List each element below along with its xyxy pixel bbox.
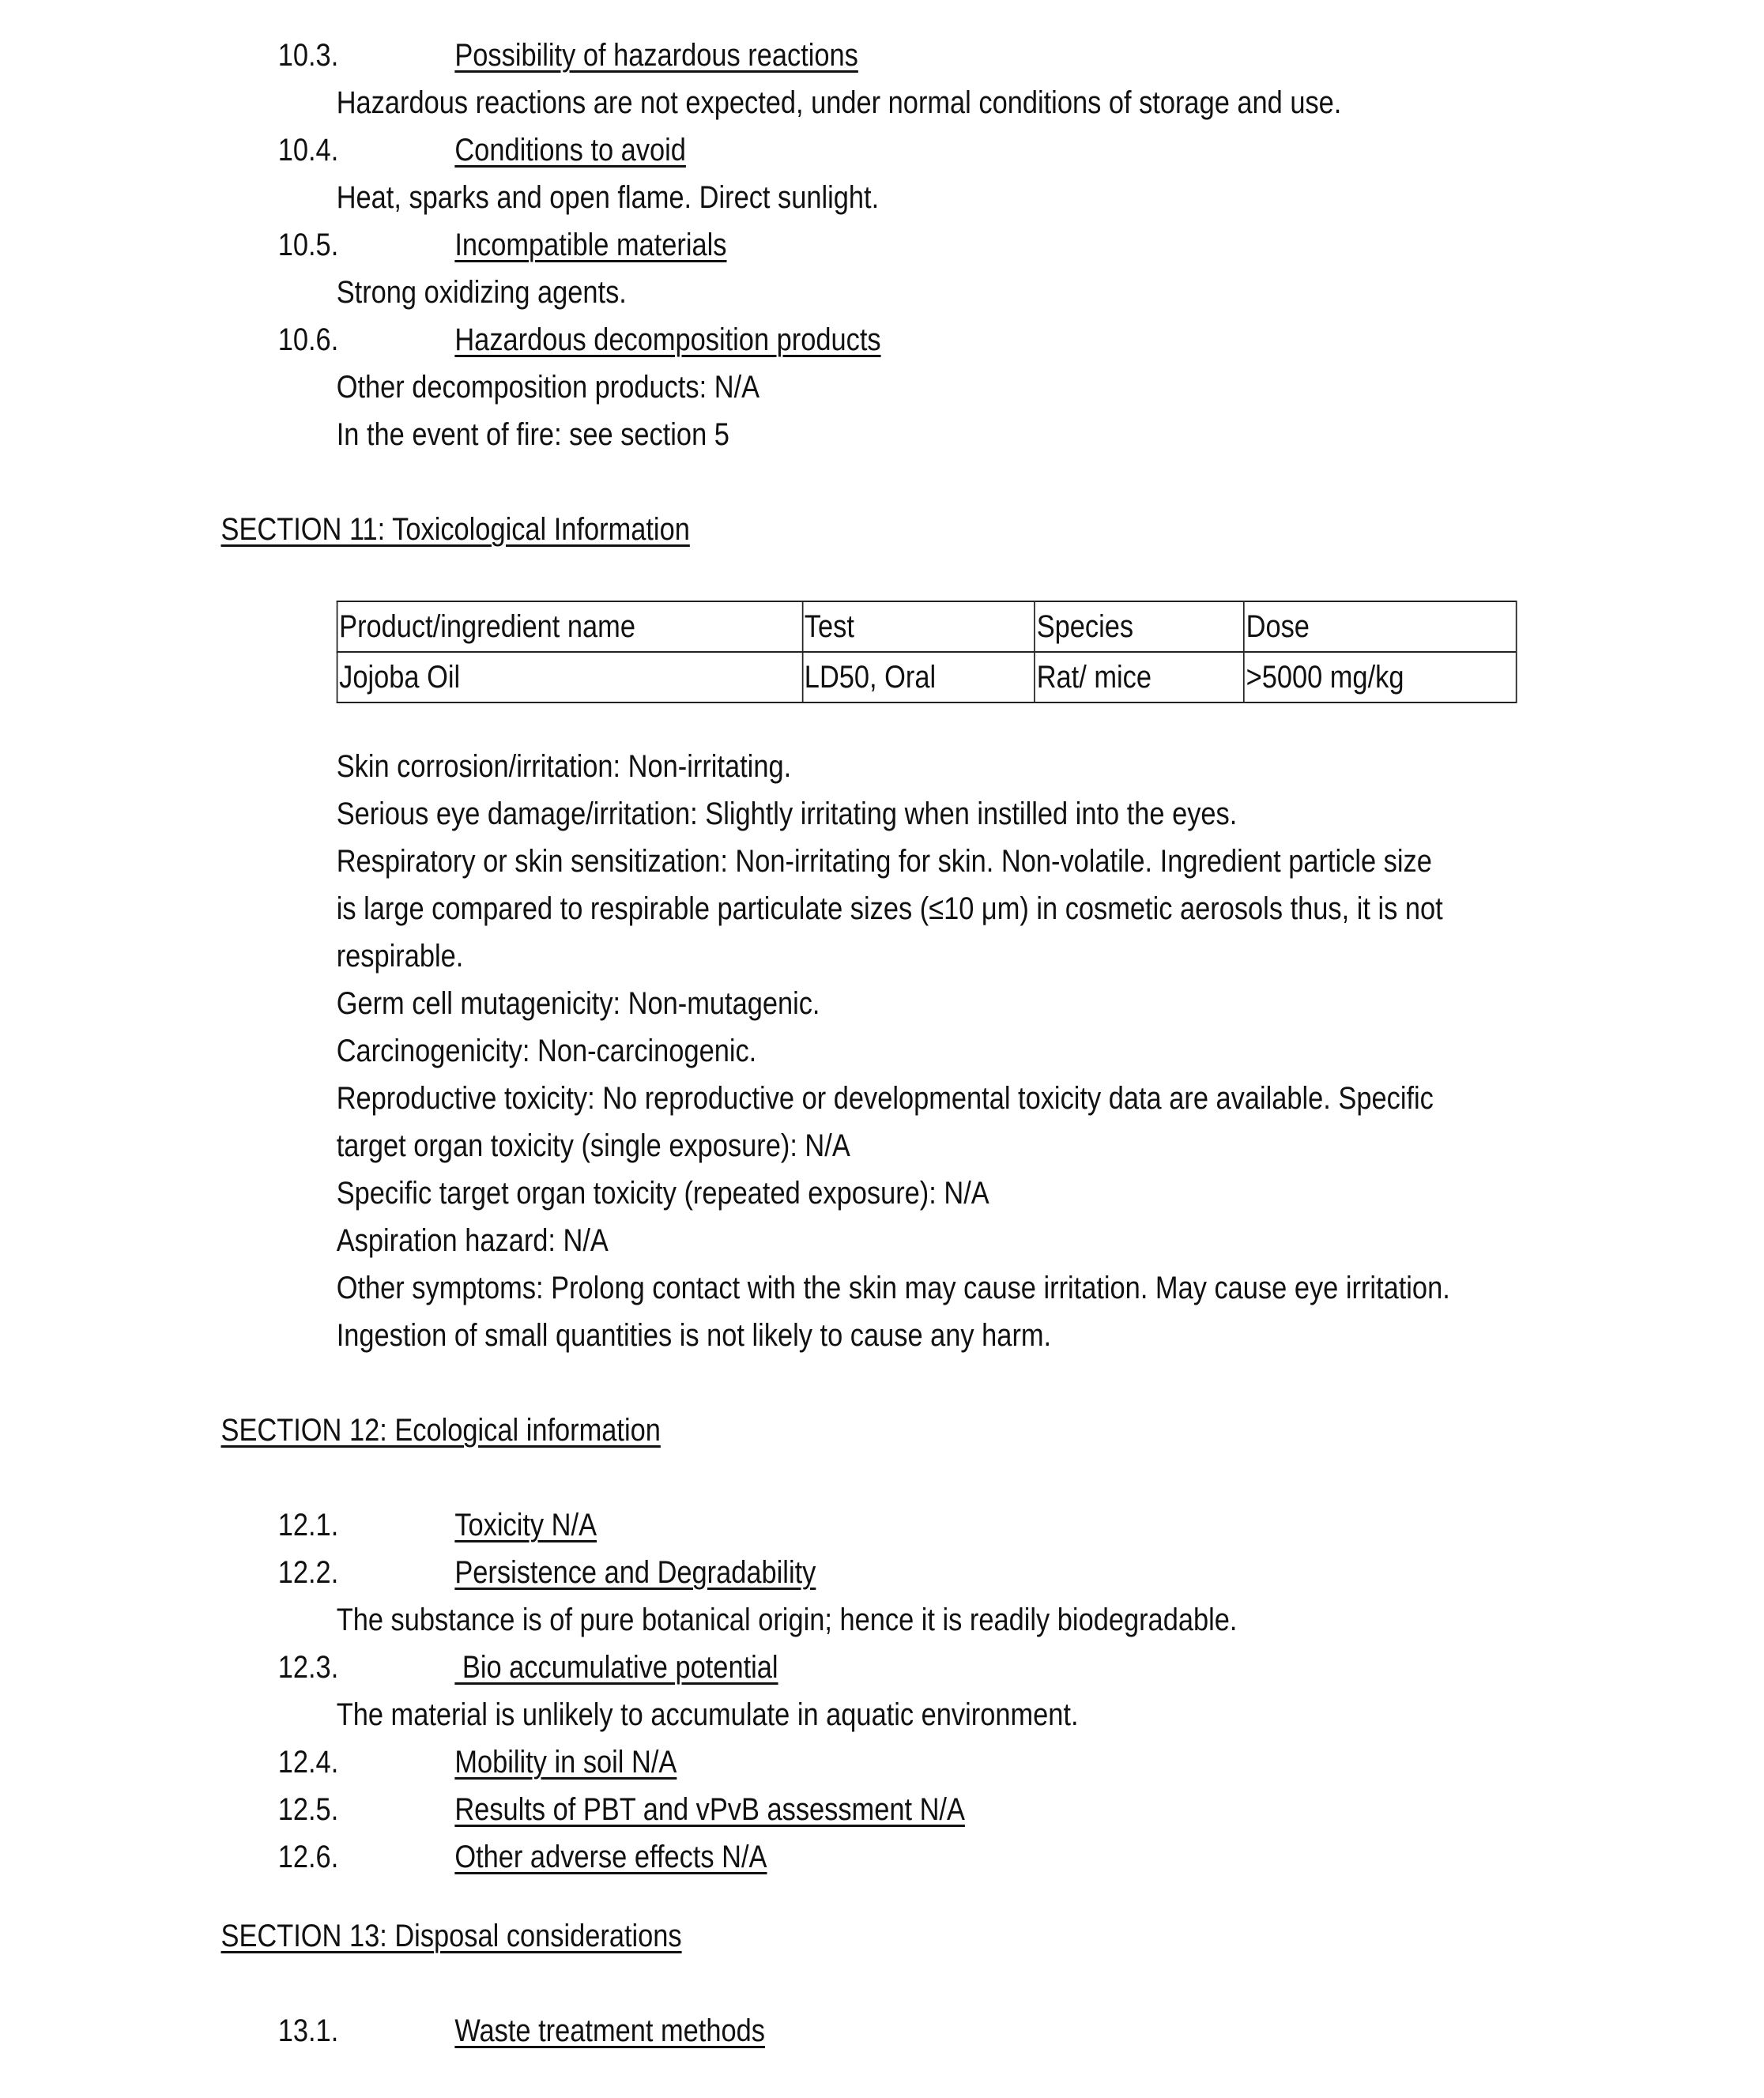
column-header: Product/ingredient name [337,601,803,652]
item-number: 10.6. [277,322,339,357]
paragraph-line: Reproductive toxicity: No reproductive or developmental toxicity data are available. Specific [336,1081,1434,1116]
item-heading: Bio accumulative potential [454,1650,778,1685]
item-heading: Possibility of hazardous reactions [454,38,858,73]
item-text: Strong oxidizing agents. [336,275,627,310]
item-text: Hazardous reactions are not expected, under normal conditions of storage and use. [336,85,1342,120]
paragraph-line: respirable. [336,939,464,974]
column-header: Dose [1244,601,1517,652]
item-text: In the event of fire: see section 5 [336,417,729,452]
section-12-title: SECTION 12: Ecological information [220,1413,661,1448]
item-number: 12.1. [277,1508,339,1542]
section-11-title: SECTION 11: Toxicological Information [220,512,690,547]
item-text: Heat, sparks and open flame. Direct sunlight. [336,180,880,215]
item-heading: Conditions to avoid [454,133,686,168]
column-header: Test [802,601,1035,652]
table-header-row [337,601,1517,652]
toxicology-table [337,601,1517,703]
item-heading: Persistence and Degradability [454,1555,816,1590]
paragraph-line: Carcinogenicity: Non-carcinogenic. [336,1034,757,1068]
item-text: Other decomposition products: N/A [336,370,760,405]
item-heading: Waste treatment methods [454,2013,765,2048]
table-cell: Jojoba Oil [337,652,803,702]
item-number: 12.2. [277,1555,339,1590]
paragraph-line: Germ cell mutagenicity: Non-mutagenic. [336,986,820,1021]
paragraph-line: Ingestion of small quantities is not likely to cause any harm. [336,1318,1052,1353]
table-row [337,652,1517,702]
paragraph-line: Serious eye damage/irritation: Slightly irritating when instilled into the eyes. [336,797,1238,831]
paragraph-line: Other symptoms: Prolong contact with the skin may cause irritation. May cause eye irritation. [336,1271,1450,1305]
paragraph-line: Specific target organ toxicity (repeated exposure): N/A [336,1176,989,1211]
paragraph-line: Aspiration hazard: N/A [336,1223,609,1258]
paragraph-line: is large compared to respirable particulate sizes (≤10 μm) in cosmetic aerosols thus, it is not [336,891,1443,926]
item-heading: Hazardous decomposition products [454,322,881,357]
item-number: 10.4. [277,133,339,168]
item-number: 10.5. [277,228,339,262]
item-text: The material is unlikely to accumulate in aquatic environment. [336,1697,1079,1732]
section-13-title: SECTION 13: Disposal considerations [220,1919,682,1953]
item-heading: Other adverse effects N/A [454,1840,767,1874]
item-number: 12.4. [277,1745,339,1780]
item-heading: Mobility in soil N/A [454,1745,677,1780]
item-heading: Results of PBT and vPvB assessment N/A [454,1792,965,1827]
paragraph-line: Skin corrosion/irritation: Non-irritating. [336,749,792,784]
column-header: Species [1035,601,1244,652]
item-number: 13.1. [277,2013,339,2048]
item-number: 12.6. [277,1840,339,1874]
item-heading: Incompatible materials [454,228,727,262]
table-cell: LD50, Oral [802,652,1035,702]
item-number: 12.3. [277,1650,339,1685]
item-number: 12.5. [277,1792,339,1827]
item-text: The substance is of pure botanical origin; hence it is readily biodegradable. [336,1603,1238,1637]
paragraph-line: target organ toxicity (single exposure): N/A [336,1128,850,1163]
table-cell: Rat/ mice [1035,652,1244,702]
table-cell: >5000 mg/kg [1244,652,1517,702]
paragraph-line: Respiratory or skin sensitization: Non-irritating for skin. Non-volatile. Ingredient particle size [336,844,1432,879]
item-heading: Toxicity N/A [454,1508,597,1542]
item-number: 10.3. [277,38,339,73]
